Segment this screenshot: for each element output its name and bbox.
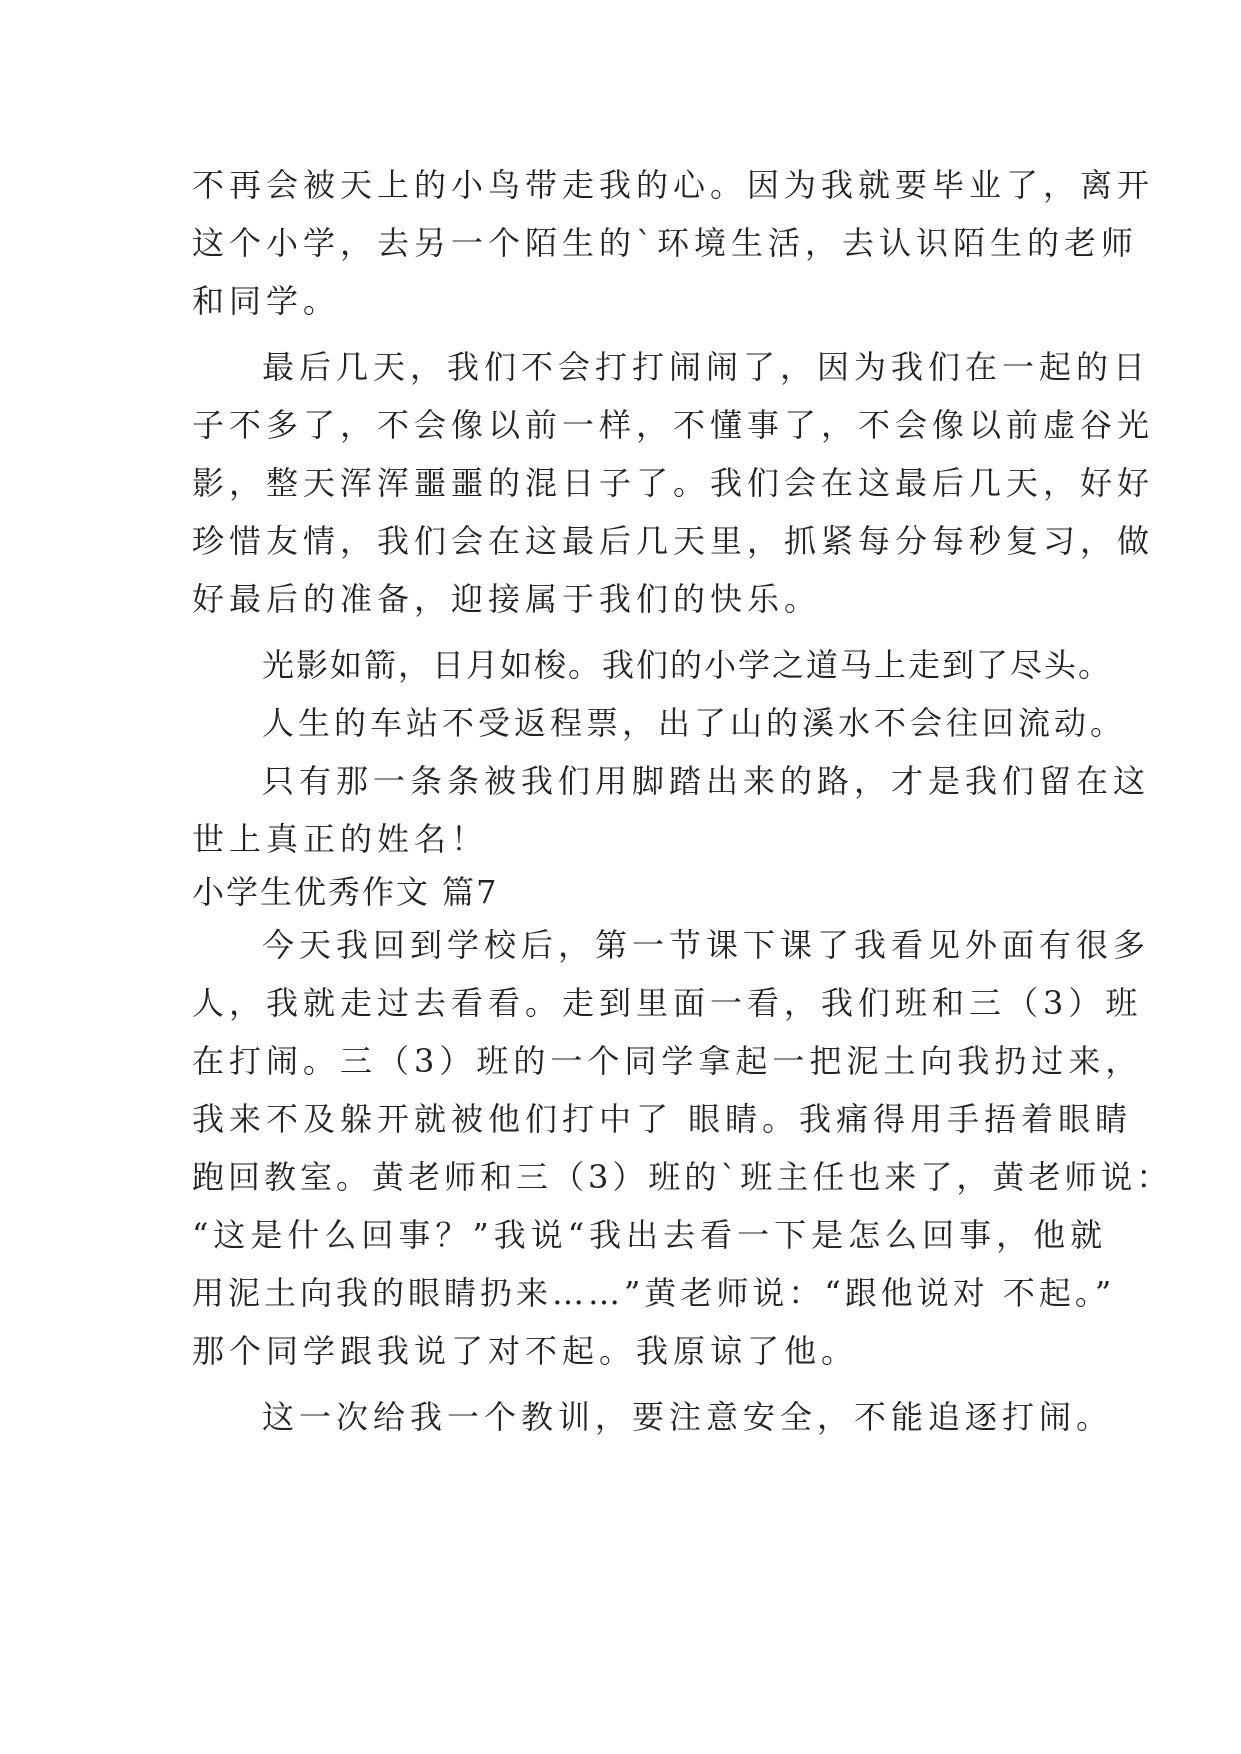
text-line: 这个小学，去另一个陌生的`环境生活，去认识陌生的老师	[192, 224, 1139, 262]
text-line: 今天我回到学校后，第一节课下课了我看见外面有很多	[262, 926, 1151, 964]
text-line: 只有那一条条被我们用脚踏出来的路，才是我们留在这	[262, 762, 1151, 800]
text-line: 人，我就走过去看看。走到里面一看，我们班和三（3）班	[192, 984, 1143, 1022]
text-line: 影，整天浑浑噩噩的混日子了。我们会在这最后几天，好好	[192, 464, 1155, 502]
text-line: 用泥土向我的眼睛扔来……”黄老师说：“跟他说对 不起。”	[192, 1274, 1116, 1312]
text-line: 我来不及躲开就被他们打中了 眼睛。我痛得用手捂着眼睛	[192, 1100, 1133, 1138]
text-line: 那个同学跟我说了对不起。我原谅了他。	[192, 1332, 859, 1370]
text-line: 珍惜友情，我们会在这最后几天里，抓紧每分每秒复习，做	[192, 522, 1155, 560]
text-line: 在打闹。三（3）班的一个同学拿起一把泥土向我扔过来，	[192, 1042, 1143, 1080]
text-line: 人生的车站不受返程票，出了山的溪水不会往回流动。	[262, 704, 1127, 742]
text-line: “这是什么回事？”我说“我出去看一下是怎么回事，他就	[192, 1216, 1108, 1254]
text-line: 光影如箭，日月如梭。我们的小学之道马上走到了尽头。	[262, 646, 1113, 684]
text-line: 不再会被天上的小鸟带走我的心。因为我就要毕业了，离开	[192, 166, 1155, 204]
text-line: 世上真正的姓名！	[192, 820, 489, 858]
text-line: 和同学。	[192, 282, 341, 320]
text-line: 跑回教室。黄老师和三（3）班的`班主任也来了，黄老师说：	[192, 1158, 1173, 1196]
text-line: 最后几天，我们不会打打闹闹了，因为我们在一起的日	[262, 348, 1151, 386]
section-heading: 小学生优秀作文 篇7	[192, 873, 499, 911]
text-line: 子不多了，不会像以前一样，不懂事了，不会像以前虚谷光	[192, 406, 1155, 444]
text-line: 这一次给我一个教训，要注意安全，不能追逐打闹。	[262, 1398, 1114, 1436]
essay-text	[192, 156, 1173, 1446]
text-line: 好最后的准备，迎接属于我们的快乐。	[192, 580, 822, 618]
